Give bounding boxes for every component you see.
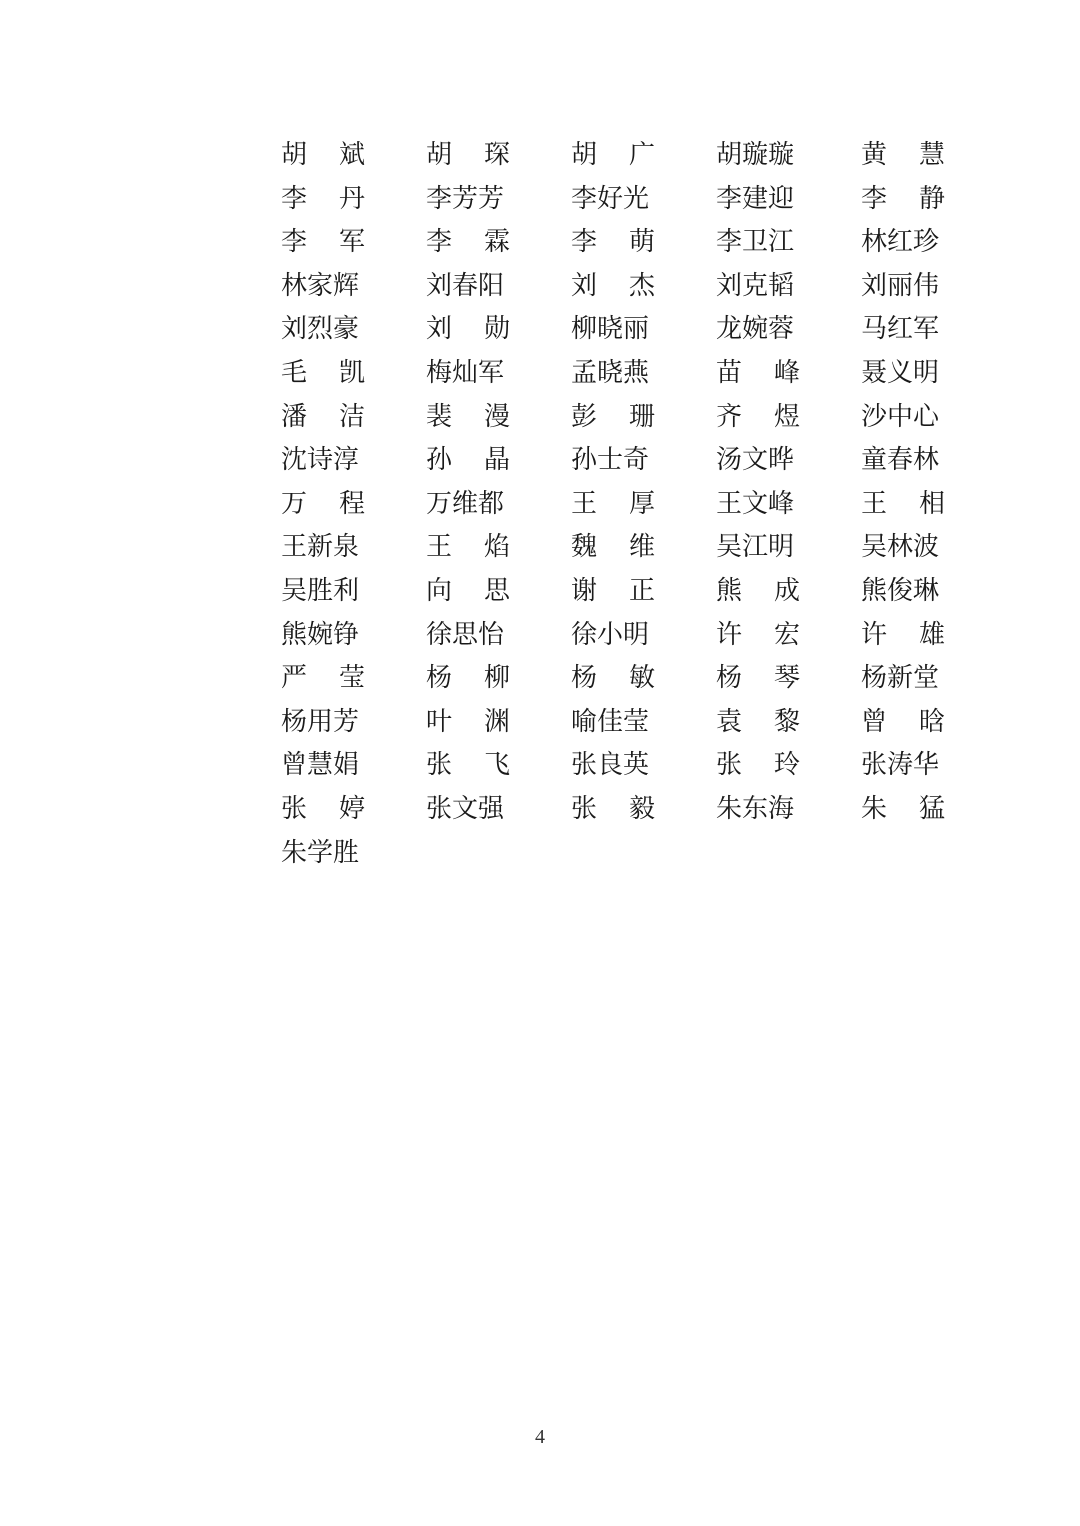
name-entry: 彭 珊	[571, 401, 655, 432]
name-entry: 龙婉蓉	[716, 314, 795, 345]
name-entry: 李建迎	[716, 183, 795, 214]
name-entry: 杨 琴	[716, 663, 800, 694]
name-entry: 刘 勋	[426, 314, 510, 345]
name-entry: 汤文晔	[716, 445, 795, 476]
name-entry: 孟晓燕	[571, 357, 650, 388]
name-entry: 万 程	[281, 488, 365, 519]
name-entry: 王 相	[861, 488, 945, 519]
name-entry: 梅灿军	[426, 357, 505, 388]
page-number: 4	[535, 1426, 545, 1448]
name-entry: 裴 漫	[426, 401, 510, 432]
name-entry: 刘春阳	[426, 270, 505, 301]
name-entry: 黄 慧	[861, 140, 945, 170]
name-entry: 童春林	[861, 445, 940, 476]
name-entry: 向 思	[426, 575, 510, 606]
name-entry: 柳晓丽	[571, 314, 650, 345]
name-entry: 张良英	[571, 750, 650, 781]
name-entry: 张 玲	[716, 750, 800, 781]
name-entry: 王 焰	[426, 532, 510, 563]
name-entry: 李好光	[571, 183, 650, 214]
name-entry: 苗 峰	[716, 357, 800, 388]
name-entry: 林家辉	[281, 270, 360, 301]
name-entry: 曾慧娟	[281, 750, 360, 781]
name-entry: 朱 猛	[861, 793, 945, 824]
name-entry: 曾 晗	[861, 706, 945, 737]
name-entry: 林红珍	[861, 227, 940, 258]
name-entry: 齐 煜	[716, 401, 800, 432]
name-entry: 吴江明	[716, 532, 795, 563]
name-entry: 刘克韬	[716, 270, 795, 301]
name-entry: 吴胜利	[281, 575, 360, 606]
name-entry: 刘烈豪	[281, 314, 360, 345]
name-entry: 王新泉	[281, 532, 360, 563]
name-entry: 魏 维	[571, 532, 655, 563]
name-entry: 杨用芳	[281, 706, 360, 737]
name-entry: 毛 凯	[281, 357, 365, 388]
name-entry: 许 宏	[716, 619, 800, 650]
name-entry: 许 雄	[861, 619, 945, 650]
name-entry: 潘 洁	[281, 401, 365, 432]
name-list	[281, 134, 951, 875]
name-entry: 张 婷	[281, 793, 365, 824]
name-entry: 沈诗淳	[281, 445, 360, 476]
name-entry: 吴林波	[861, 532, 940, 563]
name-entry: 朱学胜	[281, 837, 360, 868]
name-entry: 胡璇璇	[716, 140, 795, 170]
name-entry: 杨 敏	[571, 663, 655, 694]
name-entry: 杨 柳	[426, 663, 510, 694]
name-entry: 徐思怡	[426, 619, 505, 650]
name-entry: 张文强	[426, 793, 505, 824]
name-entry: 李 萌	[571, 227, 655, 258]
name-entry: 李卫江	[716, 227, 795, 258]
name-entry: 胡 斌	[281, 140, 365, 170]
name-entry: 李芳芳	[426, 183, 505, 214]
name-entry: 沙中心	[861, 401, 940, 432]
name-entry: 胡 琛	[426, 140, 510, 170]
name-entry: 孙 晶	[426, 445, 510, 476]
name-entry: 李 军	[281, 227, 365, 258]
name-entry: 徐小明	[571, 619, 650, 650]
name-entry: 刘丽伟	[861, 270, 940, 301]
name-entry: 孙士奇	[571, 445, 650, 476]
name-entry: 熊俊琳	[861, 575, 940, 606]
name-entry: 叶 渊	[426, 706, 510, 737]
name-entry: 张涛华	[861, 750, 940, 781]
name-entry: 朱东海	[716, 793, 795, 824]
name-entry: 马红军	[861, 314, 940, 345]
name-entry: 王文峰	[716, 488, 795, 519]
name-entry: 严 莹	[281, 663, 365, 694]
name-entry: 万维都	[426, 488, 505, 519]
name-entry: 王 厚	[571, 488, 655, 519]
name-entry: 杨新堂	[861, 663, 940, 694]
name-entry: 胡 广	[571, 140, 655, 170]
name-entry: 李 静	[861, 183, 945, 214]
name-entry: 熊婉铮	[281, 619, 360, 650]
name-entry: 喻佳莹	[571, 706, 650, 737]
name-entry: 聂义明	[861, 357, 940, 388]
name-entry: 熊 成	[716, 575, 800, 606]
name-entry: 张 毅	[571, 793, 655, 824]
name-entry: 张 飞	[426, 750, 510, 781]
name-entry: 李 霖	[426, 227, 510, 258]
name-entry: 谢 正	[571, 575, 655, 606]
name-entry: 刘 杰	[571, 270, 655, 301]
name-entry: 李 丹	[281, 183, 365, 214]
name-entry: 袁 黎	[716, 706, 800, 737]
